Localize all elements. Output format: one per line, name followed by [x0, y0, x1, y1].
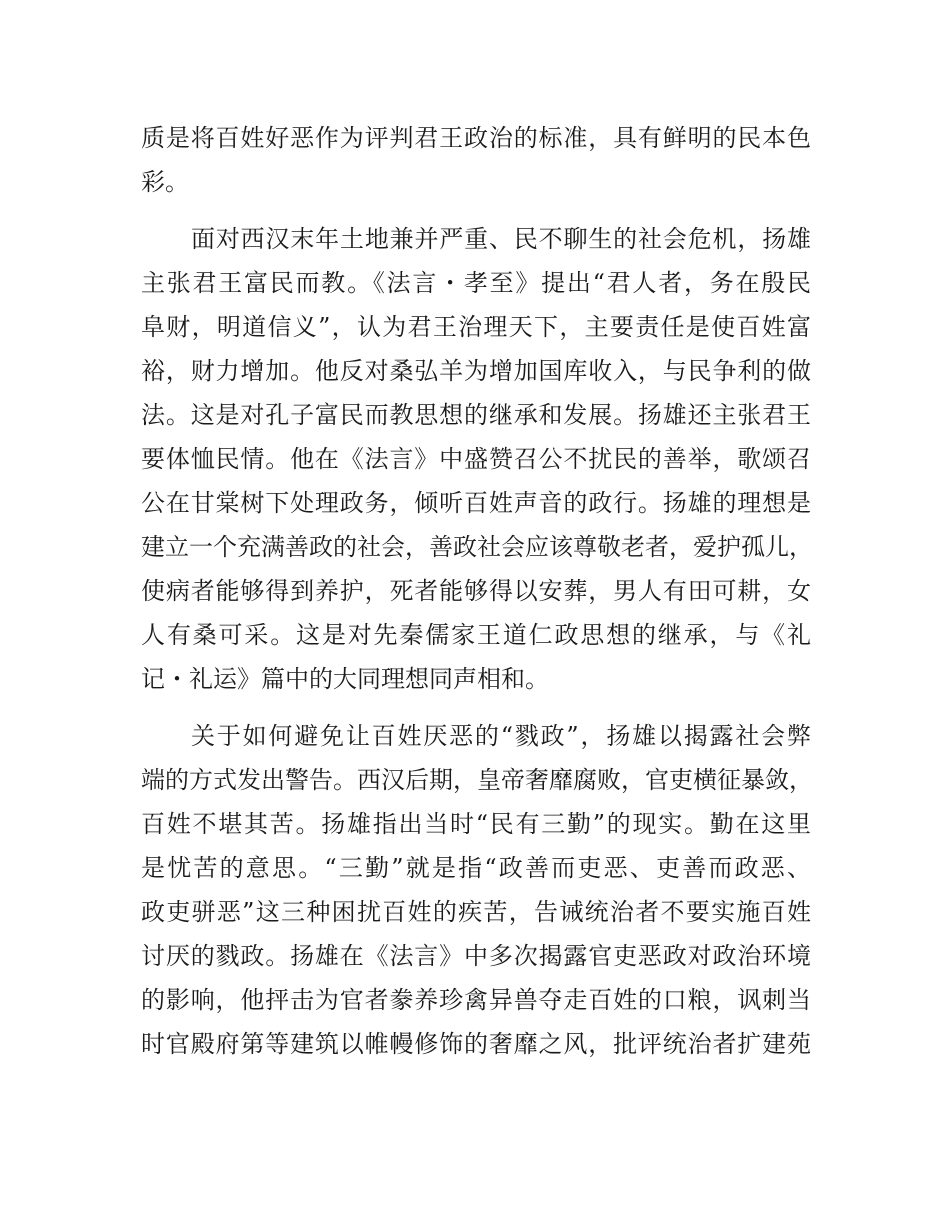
text-line: 阜财，明道信义”，认为君王治理天下，主要责任是使百姓富: [141, 313, 811, 341]
text-line: 时官殿府第等建筑以帷幔修饰的奢靡之风，批评统治者扩建苑: [141, 1030, 811, 1058]
text-line: 公在甘棠树下处理政务，倾听百姓声音的政行。扬雄的理想是: [141, 489, 811, 517]
paragraph-1: [141, 116, 811, 204]
text-line: 端的方式发出警告。西汉后期，皇帝奢靡腐败，官吏横征暴敛，: [141, 766, 813, 794]
text-line: 面对西汉末年土地兼并严重、民不聊生的社会危机，扬雄: [191, 225, 811, 253]
text-line: 要体恤民情。他在《法言》中盛赞召公不扰民的善举，歌颂召: [141, 445, 811, 473]
document-body: [141, 116, 811, 1066]
paragraph-2: [141, 217, 811, 701]
text-line: 讨厌的戮政。扬雄在《法言》中多次揭露官吏恶政对政治环境: [141, 942, 811, 970]
text-line: 法。这是对孔子富民而教思想的继承和发展。扬雄还主张君王: [141, 401, 811, 429]
text-line: 彩。: [141, 168, 189, 196]
text-line: 关于如何避免让百姓厌恶的“戮政”，扬雄以揭露社会弊: [191, 722, 811, 750]
text-line: 主张君王富民而教。《法言・孝至》提出“君人者，务在殷民: [141, 269, 811, 297]
text-line: 百姓不堪其苦。扬雄指出当时“民有三勤”的现实。勤在这里: [141, 810, 811, 838]
text-line: 记・礼运》篇中的大同理想同声相和。: [141, 665, 549, 693]
text-line: 使病者能够得到养护，死者能够得以安葬，男人有田可耕，女: [141, 577, 811, 605]
text-line: 的影响，他抨击为官者豢养珍禽异兽夺走百姓的口粮，讽刺当: [141, 986, 811, 1014]
text-line: 人有桑可采。这是对先秦儒家王道仁政思想的继承，与《礼: [141, 621, 811, 649]
text-line: 质是将百姓好恶作为评判君王政治的标准，具有鲜明的民本色: [141, 124, 811, 152]
text-line: 裕，财力增加。他反对桑弘羊为增加国库收入，与民争利的做: [141, 357, 811, 385]
paragraph-3: [141, 714, 811, 1066]
text-line: 是忧苦的意思。“三勤”就是指“政善而吏恶、吏善而政恶、: [141, 854, 811, 882]
text-line: 政吏骈恶”这三种困扰百姓的疾苦，告诫统治者不要实施百姓: [141, 898, 811, 926]
text-line: 建立一个充满善政的社会，善政社会应该尊敬老者，爱护孤儿，: [141, 533, 813, 561]
